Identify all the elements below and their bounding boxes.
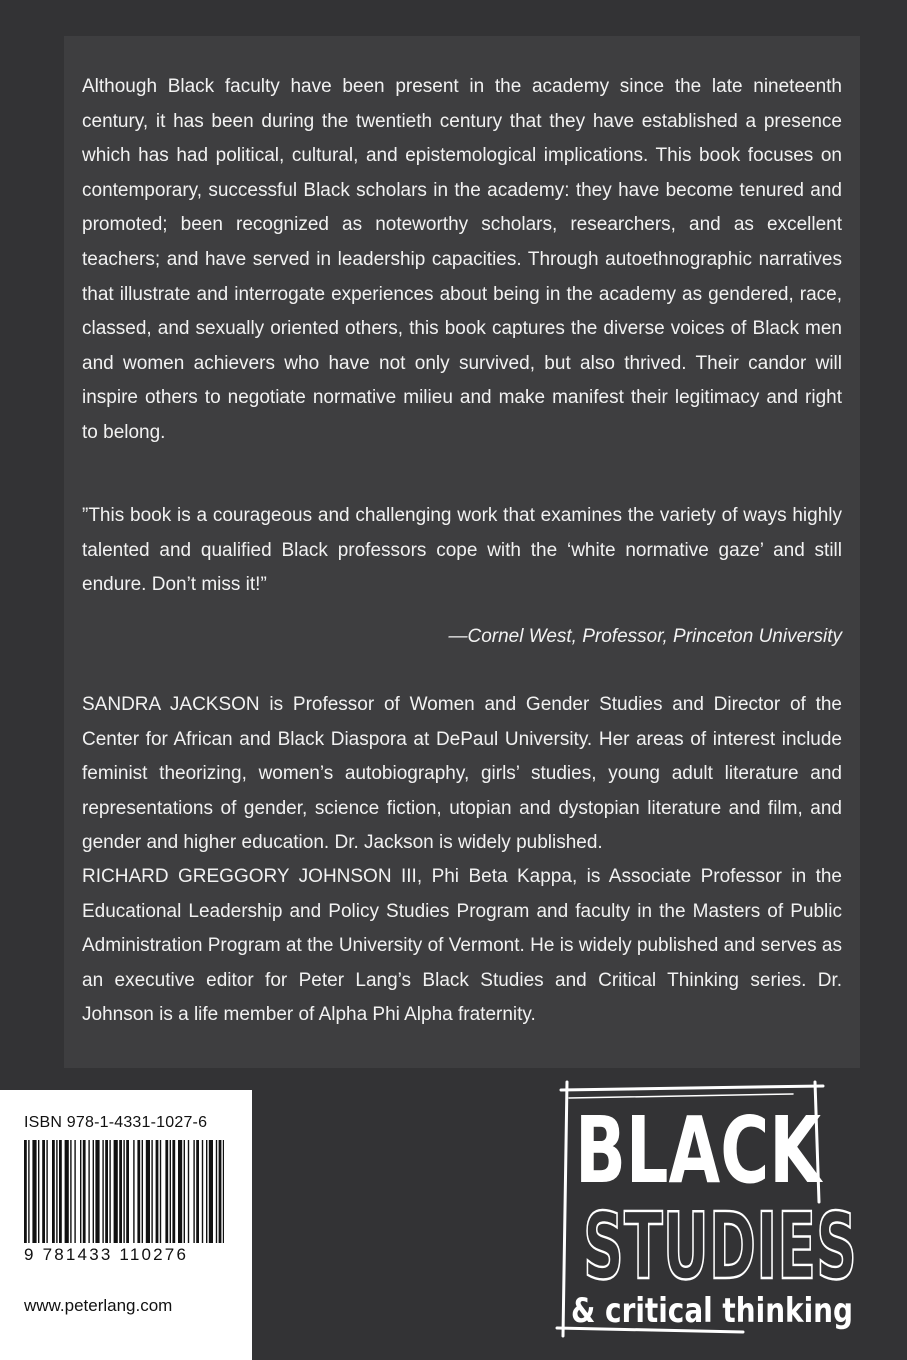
barcode-bar [24,1140,27,1243]
barcode-bar [93,1140,94,1243]
endorsement-attribution: —Cornel West, Professor, Princeton University [448,626,842,647]
barcode-bar [95,1140,99,1243]
barcode-bar [196,1140,199,1243]
logo-line-black: BLACK [575,1097,824,1204]
barcode-bar [137,1140,140,1243]
author-bio-johnson: RICHARD GREGGORY JOHNSON III, Phi Beta Kappa, is Associate Professor in the Educational Leadership and Policy Studies Program and faculty in the Masters of Public Administration Program at the University of Vermont. He is widely published and serves as an executive editor for Peter Lang’s Black Studies and Critical Thinking series. Dr. Johnson is a life member of Alpha Phi Alpha fraternity. [82,866,842,1026]
barcode-bar [193,1140,194,1243]
barcode-bar [123,1140,124,1243]
barcode-bar [80,1140,81,1243]
barcode-bar [160,1140,161,1243]
back-cover-text-panel [64,36,860,1068]
barcode-icon [24,1140,224,1243]
barcode-bar [209,1140,213,1243]
barcode-bar [223,1140,224,1243]
author-bio-jackson: SANDRA JACKSON is Professor of Women and Gender Studies and Director of the Center for African and Black Diaspora at DePaul University. Her areas of interest include feminist theorizing, women’s autobiography, girls’ studies, young adult literature and representations of gender, science fiction, utopian and dystopian literature and film, and gender and higher education. Dr. Jackson is widely published. [82,694,842,854]
barcode-bar [184,1140,185,1243]
barcode-bar [133,1140,134,1243]
barcode-bar [119,1140,122,1243]
barcode-bar [70,1140,71,1243]
barcode-bar [102,1140,103,1243]
barcode-bar [206,1140,207,1243]
barcode-bar [65,1140,69,1243]
barcode-bar [105,1140,108,1243]
barcode-bar [178,1140,182,1243]
barcode-bar [88,1140,89,1243]
barcode-bar [126,1140,129,1243]
barcode-box [0,1090,252,1360]
barcode-bar [52,1140,55,1243]
barcode-bar [114,1140,118,1243]
barcode-bar [165,1140,168,1243]
barcode-bar [172,1140,175,1243]
barcode-bar [188,1140,189,1243]
barcode-bar [219,1140,222,1243]
publisher-website: www.peterlang.com [24,1296,173,1315]
barcode-bar [42,1140,45,1243]
series-logo [553,1078,863,1350]
barcode-bar [56,1140,57,1243]
barcode-bar [28,1140,29,1243]
barcode-bar [216,1140,217,1243]
barcode-bar [38,1140,39,1243]
barcode-bar [109,1140,110,1243]
barcode-bar [59,1140,62,1243]
barcode-number: 9 781433 110276 [24,1245,189,1264]
barcode-bar [146,1140,150,1243]
barcode-bar [74,1140,75,1243]
barcode-bar [46,1140,47,1243]
barcode-bar [142,1140,143,1243]
barcode-bar [156,1140,159,1243]
barcode-bar [32,1140,36,1243]
barcode-bar [170,1140,171,1243]
barcode-bar [151,1140,152,1243]
logo-line-studies: STUDIES [583,1193,857,1300]
barcode-bar [202,1140,203,1243]
logo-line-critical-thinking: & critical thinking [571,1291,853,1331]
endorsement-quote: ”This book is a courageous and challenging work that examines the variety of ways highly talented and qualified Black professors cope with the ‘white normative gaze’ and still endure. Don’t miss it!” [82,505,842,596]
isbn-label: ISBN 978-1-4331-1027-6 [24,1114,208,1131]
book-description: Although Black faculty have been present in the academy since the late nineteenth century, it has been during the twentieth century that they have established a presence which has had political, cultural, and epistemological implications. This book focuses on contemporary, successful Black scholars in the academy: they have become tenured and promoted; been recognized as noteworthy scholars, researchers, and as excellent teachers; and have served in leadership capacities. Through autoethnographic narratives that illustrate and interrogate experiences about being in the academy as gendered, race, classed, and sexually oriented others, this book captures the diverse voices of Black men and women achievers who have not only survived, but also thrived. Their candor will inspire others to negotiate normative milieu and make manifest their legitimacy and right to belong. [82,76,842,443]
barcode-bar [83,1140,86,1243]
